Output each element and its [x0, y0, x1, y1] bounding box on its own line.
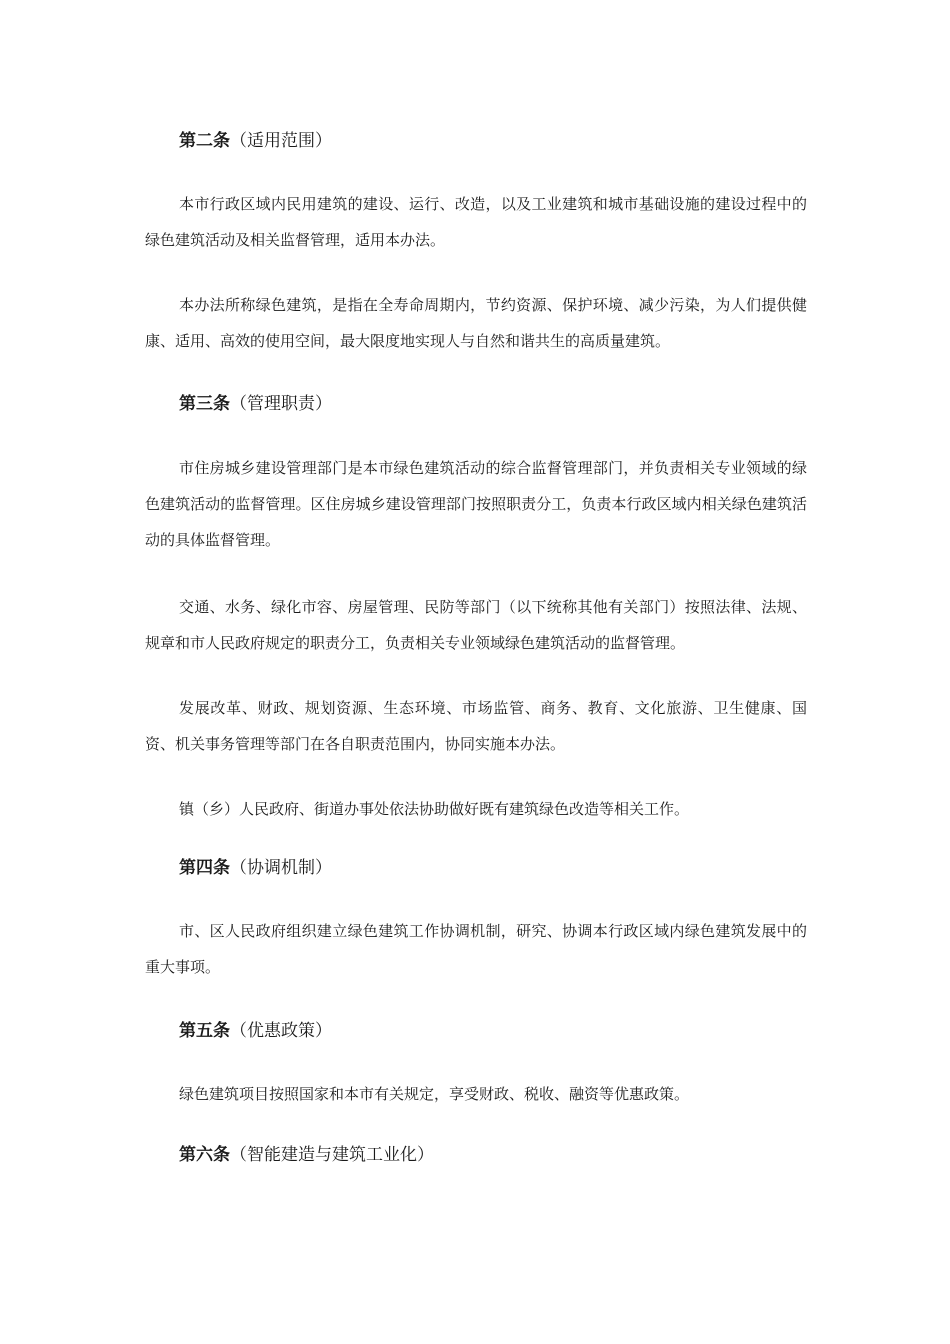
article-3-heading [145, 394, 807, 414]
article-6-title: （智能建造与建筑工业化） [230, 1145, 434, 1165]
document-page [145, 0, 807, 1344]
article-2-number: 第二条 [179, 131, 230, 151]
article-5-number: 第五条 [179, 1021, 230, 1041]
article-3-paragraph-3: 发展改革、财政、规划资源、生态环境、市场监管、商务、教育、文化旅游、卫生健康、国资、机关事务管理等部门在各自职责范围内，协同实施本办法。 [145, 699, 807, 753]
article-5-paragraph-1: 绿色建筑项目按照国家和本市有关规定，享受财政、税收、融资等优惠政策。 [179, 1085, 690, 1103]
article-2-heading [145, 131, 807, 151]
article-2-paragraph-1: 本市行政区域内民用建筑的建设、运行、改造，以及工业建筑和城市基础设施的建设过程中的绿色建筑活动及相关监督管理，适用本办法。 [145, 195, 807, 249]
article-5-title: （优惠政策） [230, 1021, 332, 1041]
article-2-paragraph-2: 本办法所称绿色建筑，是指在全寿命周期内，节约资源、保护环境、减少污染，为人们提供健康、适用、高效的使用空间，最大限度地实现人与自然和谐共生的高质量建筑。 [145, 296, 807, 350]
article-4-title: （协调机制） [230, 858, 332, 878]
article-3-paragraph-4: 镇（乡）人民政府、街道办事处依法协助做好既有建筑绿色改造等相关工作。 [179, 800, 690, 818]
article-3-paragraph-2: 交通、水务、绿化市容、房屋管理、民防等部门（以下统称其他有关部门）按照法律、法规、规章和市人民政府规定的职责分工，负责相关专业领域绿色建筑活动的监督管理。 [145, 598, 807, 652]
article-4-number: 第四条 [179, 858, 230, 878]
article-3-paragraph-1: 市住房城乡建设管理部门是本市绿色建筑活动的综合监督管理部门，并负责相关专业领域的绿色建筑活动的监督管理。区住房城乡建设管理部门按照职责分工，负责本行政区域内相关绿色建筑活动的具体监督管理。 [145, 459, 807, 549]
article-3-number: 第三条 [179, 394, 230, 414]
article-6-heading [145, 1145, 807, 1165]
article-2-title: （适用范围） [230, 131, 332, 151]
article-6-number: 第六条 [179, 1145, 230, 1165]
article-5-heading [145, 1021, 807, 1041]
article-4-heading [145, 858, 807, 878]
article-4-paragraph-1: 市、区人民政府组织建立绿色建筑工作协调机制，研究、协调本行政区域内绿色建筑发展中的重大事项。 [145, 922, 807, 976]
article-3-title: （管理职责） [230, 394, 332, 414]
